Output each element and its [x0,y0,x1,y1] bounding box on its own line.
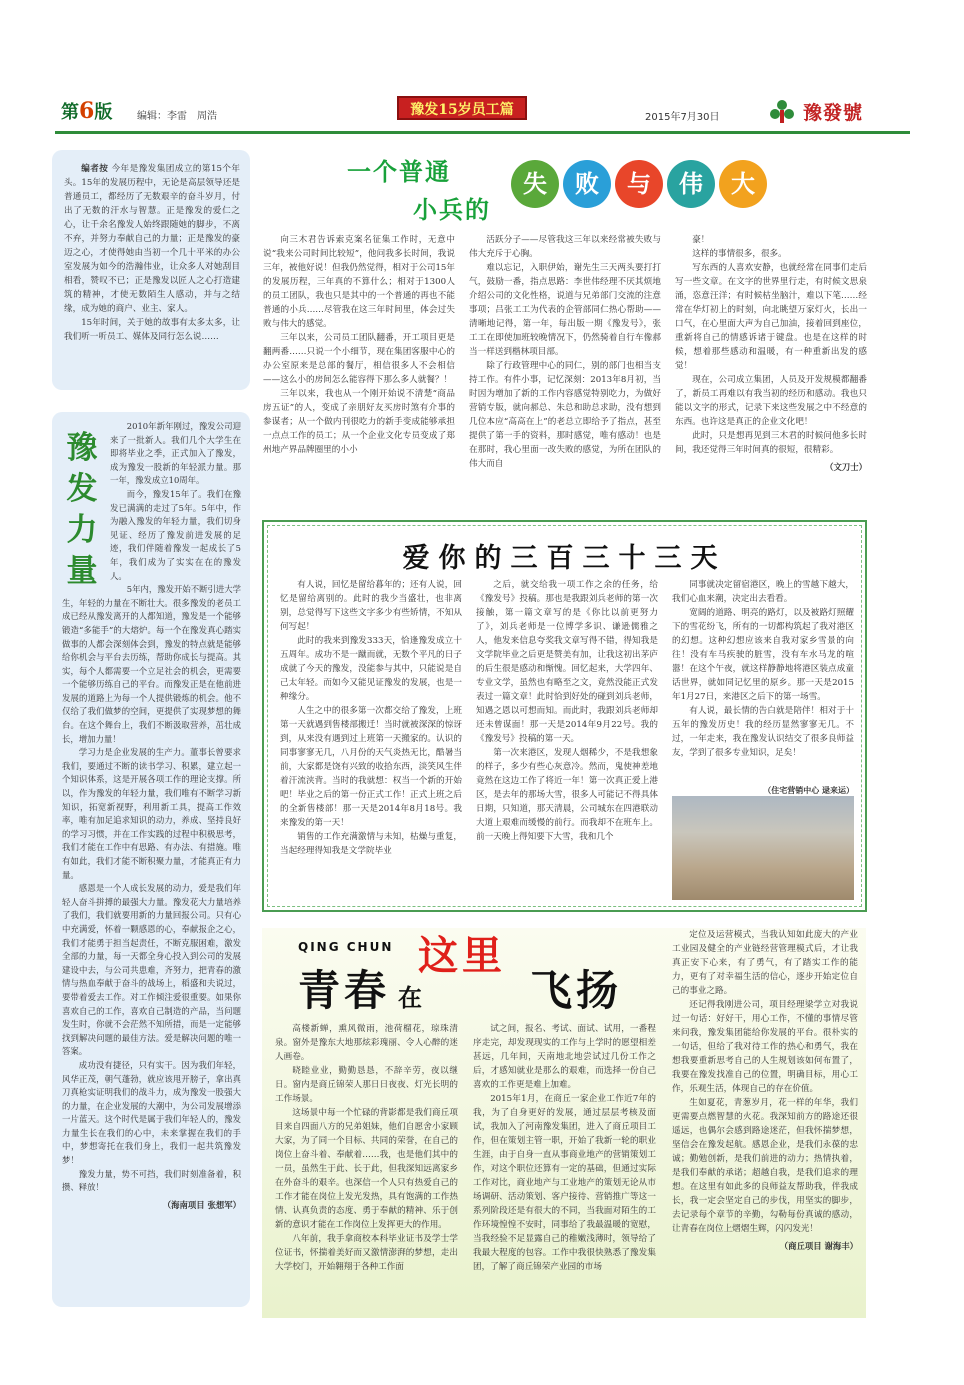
paragraph: 成功没有捷径，只有实干。因为我们年轻，风华正茂，朝气蓬勃，就应该甩开膀子，拿出真刀真枪实证明我们的战斗力，成为豫发一股强大的力量，在企业发展的大潮中，为公司发展增添一片蓝天。这个时代是属于我们年轻人的，豫发力量生长在我们的心中，未来掌握在我们的手中，梦想寄托在我们身上，我们一起共筑豫发梦！ [62,1059,241,1166]
paragraph: 之后，就交给我一项工作之余的任务，给《豫发号》投稿。那也是我跟刘兵老师的第一次接触，第一篇文章写的是《你比以前更努力了》，刘兵老师是一位博学多识、谦逊儒雅之人，他发来信息夸奖我文章写得不错，得知我是文学院毕业之后更是赞美有加，让我这初出茅庐的后生很是感动和惭愧。回忆起来，大学四年、专业文学，虽然也有略至之文，竟然没能正式发表过一篇文章！此时恰到好处的碰到刘兵老师，知遇之恩以可想而知。而此时，我跟刘兵老师却还未曾谋面！那一天是2014年9月22号。我的《豫发号》投稿的第一天。 [476,580,658,744]
paragraph: 豫发力量，势不可挡，我们时刻准备着，积攒、释放！ [62,1168,241,1193]
paragraph: 5年内，豫发开始不断引进大学生，年轻的力量在不断壮大。很多豫发的老员工成已经从豫发离开的人都知道，豫发是一个能够锻造“多能手”的大熔炉。每一个在豫发真心踏实做事的人都会深刻体会到，豫发的特点就是能够给你机会与平台去历练，帮助你成长与提高。其实，每个人都需要一个立足社会的机会，更需要一个能够历练自己的平台。而豫发正是在他前进发展的道路上为每一个人提供锻炼的机会。他不仅给了我们做梦的空间，更提供了实现梦想的舞台。在这个舞台上，我们不断汲取营养，茁壮成长，增加力量！ [62,584,241,744]
headline-red: 这里 [418,932,506,979]
paragraph: 三年以来，我也从一个刚开始说不清楚“商品房五证”的人，变成了亲朋好友买房时煞有介事的参谋者；从一个做内刊很吃力的新手变成能够承担一点点工作的员工；从一个企业文化专员变成了郑州地产界品牌圈里的小小 [263,389,455,455]
paragraph: 这场景中每一个忙碌的背影都是我们商丘项目来自四面八方的兄弟姐妹，他们自愿舍小家顾大家，为了同一个目标、共同的荣誉，在自己的岗位上奋斗着、奉献着……我，也是他们其中的一员，虽然生于此、长于此，但我深知远离家乡在外奋斗的艰辛。也深信一个人只有热爱自己的工作才能在岗位上发光发热，具有饱满的工作热情、认真负责的态度、勇于奉献的精神、乐于创新的意识才能在工作岗位上发挥更大的作用。 [275,1108,458,1230]
article2-body [280,578,855,908]
article2-col-2 [476,578,658,844]
paragraph: 活跃分子——尽管我这三年以来经常被失败与伟大充斥于心胸。 [469,235,661,259]
paragraph: 写东西的人喜欢安静，也就经常在同事们走后写一些文章。在文字的世界里行走，有时候文思泉涌，恣意汪洋；有时候枯坐脑汁，难以下笔……经常在华灯初上的时刻，向北眺望万家灯火，长出一口气，在心里面大声为自己加油，接着回到座位，重新将自己的情感诉诸于键盘。也是在这样的时候，想着那些感动和温暖，有一种重新出发的感觉！ [675,263,867,371]
paragraph: 此时，只是想再见到三木君的时候问他多长时间，我还觉得三年时间真的很短，很精彩。 [675,431,867,455]
edition-label: 第6版 [61,98,113,124]
paragraph: 2010年新年刚过，豫发公司迎来了一批新人。我们几个大学生在即将毕业之季，正式加入了豫发，成为豫发一股新的年轻派力量。那一年，豫发成立10周年。 [110,421,241,486]
paragraph: 有人说，回忆是留给暮年的；还有人说，回忆是留给离别的。此时的我少当盛壮，也非离别，总觉得写下这些文字多少有些矫情，不知从何写起！ [280,580,462,632]
note-text: 今年是豫发集团成立的第15个年头。15年的发展历程中，无论是高层领导还是普通员工，都经历了无数艰辛的奋斗岁月，付出了无数的汗水与智慧。正是豫发的爱仁之心，让千余名豫发人始终跟随她的脚步，不离不弃，并努力奉献自己的力量；正是豫发的豪迈之心，才使得她由当初一个几十平米的办公室发展为如今的浩瀚伟业，让众多人对她刮目相看，赞叹不已；正是豫发以匠人之心打造建筑的精神，才使无数陌生人感动，并与之结缘，成为她的商户、业主、家人。 [64,164,240,314]
headline-circle: 与 [615,160,663,208]
article-title: 豫 发 力 量 [66,430,98,589]
paragraph: 豪！ [692,235,710,245]
issue-date: 2015年7月30日 [645,112,720,123]
paragraph: 高楼新蝉，熏风微雨，池荷榴花，琼珠清泉。窗外是豫东大地那炫彩瑰丽、令人心醉的迷人画卷。 [275,1024,458,1062]
paragraph: 八年前，我手拿商校本科毕业证书及学士学位证书，怀揣着美好而又激情澎湃的梦想，走出大学校门，开始翱翔于各种工作面 [275,1234,458,1272]
article2-col-1 [280,578,462,858]
paragraph: 生如夏花，青葱岁月，花一样的年华，我们更需要点燃智慧的火花。我深知前方的路途还很遥远，也偶尔会感到路途迷茫，但我怀揣梦想，坚信会在豫发起航。感恩企业，是我们永葆的忠诚；勤勉创新，是我们前进的动力；热情执着，是我们奉献的承诺；超越自我，是我们追求的理想。在这里有如此多的良师益友帮助我，伴我成长，我一定会坚定自己的步伐，用坚实的脚步，去记录每个章节的辛勤，勾勒每份真诚的感动，让青春在岗位上熠熠生辉，闪闪发光！ [672,1098,858,1234]
note-text-2: 15年时间，关于她的故事有太多太多，让我们听一听员工、媒体及同行怎么说…… [64,318,240,342]
paragraph: 还记得我刚进公司，项目经理梁学立对我说过一句话：好好干，用心工作，不懂的事情尽管来问我，豫发集团能给你发展的平台。很朴实的一句话，但给了我对待工作的热心和勇气，我在想我要重新思考自己的人生规划该如何布置了，我要在豫发找准自己的位置，明确目标，用心工作，乐观生活，体现自己的存在价值。 [672,1000,858,1094]
masthead [55,92,910,134]
headline-circle: 伟 [667,160,715,208]
headline-end: 飞扬 [530,966,623,1015]
paragraph: 学习力是企业发展的生产力。董事长曾要求我们，要通过不断的读书学习、积累，建立起一个知识体系，这是开展各项工作的理论支撑。所以，作为豫发的年轻力量，我们唯有不断学习新知识，拓宽新视野，利用新工具，提高工作效率，唯有加足追求知识的动力，养成、坚持良好的学习习惯，并在工作实践的过程中积极思考，我们才能在工作中有思路、有办法、有措施。唯有如此，我们才能不断积聚力量，才能真正有力量。 [62,747,241,880]
article1-col-2 [469,233,661,471]
paragraph: 三年以来，公司员工团队翻番，开工项目更是翻两番……只说一个小细节，现在集团客服中心的办公室原来是总部的餐厅，相信很多人不会相信——这么小的房间怎么能容得下那么多人就餐？！ [263,333,455,385]
author-signature: （文刀士） [825,462,867,472]
headline-circle: 大 [719,160,767,208]
photo-caption: （住宅营销中心 逯来运） [763,785,854,795]
article2-headline: 爱你的三百三十三天 [402,543,727,574]
article3-col-3 [672,928,858,1252]
headline-line-2: 小兵的 [413,195,491,224]
paragraph: 有人说，最长情的告白就是陪伴！相对于十五年的豫发历史！我的经历显然寥寥无几。不过，一年走来，我在豫发认识结交了很多良师益友，学到了很多专业知识，足矣！ [672,706,854,758]
paragraph: 2015年1月，在商丘一家企业工作近7年的我，为了自身更好的发展，通过层层考核及面试，我加入了河南豫发集团，进入了商丘项目工作，但在策划主管一职，开始了我新一轮的职业生涯，由于自身一直从事商业地产的营销策划工作，对这个职位还算有一定的基础，但通过实际工作对比，商业地产与工业地产的策划无论从市场调研、活动策划、客户接待、营销推广等这一系列阶段还是有很大的不同，当我面对陌生的工作环境惶惶不安时，同事给了我最温暖的宽慰，当我经验不足显露自己的稚嫩浅薄时，领导给了我最大程度的包容。工作中我很快熟悉了豫发集团，了解了商丘锦荣产业园的市场 [473,1094,656,1272]
paragraph: 同事就决定留宿港区，晚上的雪越下越大，我们心血来潮，决定出去看看。 [672,580,854,604]
article-yufa-power [52,412,250,1307]
article1-headline [335,152,785,227]
article3-col-2 [473,1022,656,1274]
headline-small: 在 [398,983,422,1012]
editor-note [52,150,250,390]
headline-line-1: 一个普通 [347,157,451,186]
article1-col-1 [263,233,455,457]
pinyin-title: QING CHUN [298,940,394,954]
logo [767,96,912,126]
snow-road-photo [672,796,854,900]
headline-circle: 失 [511,160,559,208]
headline-big: 青春 [298,966,391,1015]
article1-col-3 [675,233,867,473]
paragraph: 感恩是一个人成长发展的动力，爱是我们年轻人奋斗拼搏的最强大力量。豫发花大力量培养了我们，我们就要用新的力量回报公司。只有心中充满爱，怀着一颗感恩的心，奉献报企之心，我们才能勇于担当起责任，不断克服困难，激发全部的力量，每一天都全身心投入到公司的发展建设中去，与公司共患难，齐努力，把青春的激情与热血奉献于奋斗的战场上，稻盛和夫说过，要带着爱去工作。对工作倾注爱很重要。如果你喜欢自己的工作，喜欢自己制造的产品，当问题发生时，你就不会茫然不知所措，而是一定能够找到解决问题的最佳方法。爱是解决问题的唯一答案。 [62,883,241,1057]
logo-text: 豫發號 [803,102,864,124]
paragraph: 试之间，报名、考试、面试、试用，一番程序走完，却发现现实的工作与上学时的愿望相差甚远，几年间，天南地北地尝试过几份工作之后，才感知就业是那么的艰难，而选择一份自己喜欢的工作更是难上加难。 [473,1024,656,1090]
author-signature: （商丘项目 谢海丰） [779,1241,858,1251]
paragraph: 难以忘记，入职伊始，谢先生三天两头要打打气，鼓励一番，指点思路：李世伟经理不厌其烦地介绍公司的文化性格，说道与兄弟部门交流的注意事项；吕张工工为代表的企管部同仁热心帮助——清晰地记得，第一年，每出版一期《豫发号》，张工工在即使加班较晚情况下，仍然骑着自行车像郝当一样送到楷林项目部。 [469,263,661,357]
paragraph: 宽阔的道路、明亮的路灯，以及被路灯照耀下的雪花纷飞，所有的一切都构筑起了我对港区的幻想。这种幻想应该来自我对家乡雪景的向往！没有车马疾驶的脏雪，没有车水马龙的喧嚣！在这个午夜，就这样静静地将港区装点成童话世界，就如同记忆里的原乡。那一天是2015年1月27日，来港区之后下的第一场雪。 [672,608,854,702]
article2-col-3 [672,578,854,760]
note-label: 编者按 [81,164,109,174]
paragraph: 而今，豫发15年了。我们在豫发已满满的走过了5年。5年中，作为融入豫发的年轻力量，我们切身见证、经历了豫发前进发展的足迹，我们伴随着豫发一起成长了5年，我们成为了实实在在的豫发人。 [110,488,241,581]
logo-icon [767,96,797,126]
paragraph: 定位及运营模式，当我认知如此庞大的产业工业园及健全的产业链经营管理模式后，才让我真正安下心来，有了勇气，有了踏实工作的能力，更有了对幸福生活的信心，逐步开始定位自己的事业之路。 [672,930,858,996]
paragraph: 人生之中的很多第一次都交给了豫发，上班第一天就遇到售楼部搬迁！当时就被深深的惊讶到，从来没有遇到过上班第一天搬家的。认识的同事寥寥无几，八月份的天气炎热无比，酷暑当前，大家都是饶有兴致的收拾东西，淡笑风生伴着汗流浃背。当时的我就想：权当一个新的开始吧！毕业之后的第一份正式工作！正式上班之后的全新售楼部！那一天是2014年8月18号。我来豫发的第一天！ [280,706,462,828]
paragraph: 晓睦业业，勤勤恳恳，不辞辛劳，夜以继日。窗内是商丘锦荣人那日日夜夜、灯光长明的工作场景。 [275,1066,458,1104]
article1-body [263,233,868,495]
paragraph: 此时的我来到豫发333天，恰逢豫发成立十五周年。成功不是一蹴而就，无数个平凡的日子成就了今天的豫发，没能参与其中，只能说是自己太年轻。而如今又能见证豫发的发展，也是一种缘分。 [280,636,462,702]
paragraph: 这样的事情很多，很多。 [692,249,787,259]
headline-circle: 败 [563,160,611,208]
article2-frame [262,520,867,912]
paragraph: 除了行政管理中心的同仁，别的部门也相当支持工作。有件小事，记忆深刻：2013年8月初，当时因为增加了新的工作内容感觉特别吃力，为做好营销专版，就向郝总、朱总和助总求助，没有想到几位本应“高高在上”的老总立即给予了指点，甚至提供了第一手的资料，那时感觉，唯有感动！也是在那时，我心里面一改失败的感觉，为所在团队的伟大而自 [469,361,661,469]
author-signature: （海南项目 张想军） [162,1199,241,1210]
paragraph: 第一次来港区，发现人烟稀少，不是我想象的样子，多少有些心灰意冷。然而，鬼使神差地竟然在这边工作了将近一年！第一次真正爱上港区，是去年的那场大雪，很多人可能记不得具体日期，只知道，那天清晨，公司城东在四港联动大道上艰难而缓慢的前行。而我却不在班车上。前一天晚上得知要下大雪，我和几个 [476,748,658,842]
article3-col-1 [275,1022,458,1274]
paragraph: 销售的工作充满激情与未知，枯燥与重复，当起经理得知我是文学院毕业 [280,832,462,856]
editors: 编辑：李雷 周浩 [137,111,217,122]
section-tag: 豫发15岁员工篇 [397,96,527,120]
paragraph: 向三木君告诉索克案名征集工作时，无意中说“我来公司时间比较短”，他问我多长时间，我说三年，被他好说！但我仍然觉得，相对于公司15年的发展历程，三年真的不算什么；相对于1300人的员工团队，我也只是其中的一个普通的再也不能普通的小兵……尽管我在这三年时间里，体会过失败与伟大的感觉。 [263,235,455,329]
paragraph: 现在，公司成立集团，人员及开发规模都翻番了，新员工再难以有我当初的经历和感动。我也只能以文字的形式，记录下来这些发展之中不经意的东西。也许这是真正的企业文化吧！ [675,375,867,427]
